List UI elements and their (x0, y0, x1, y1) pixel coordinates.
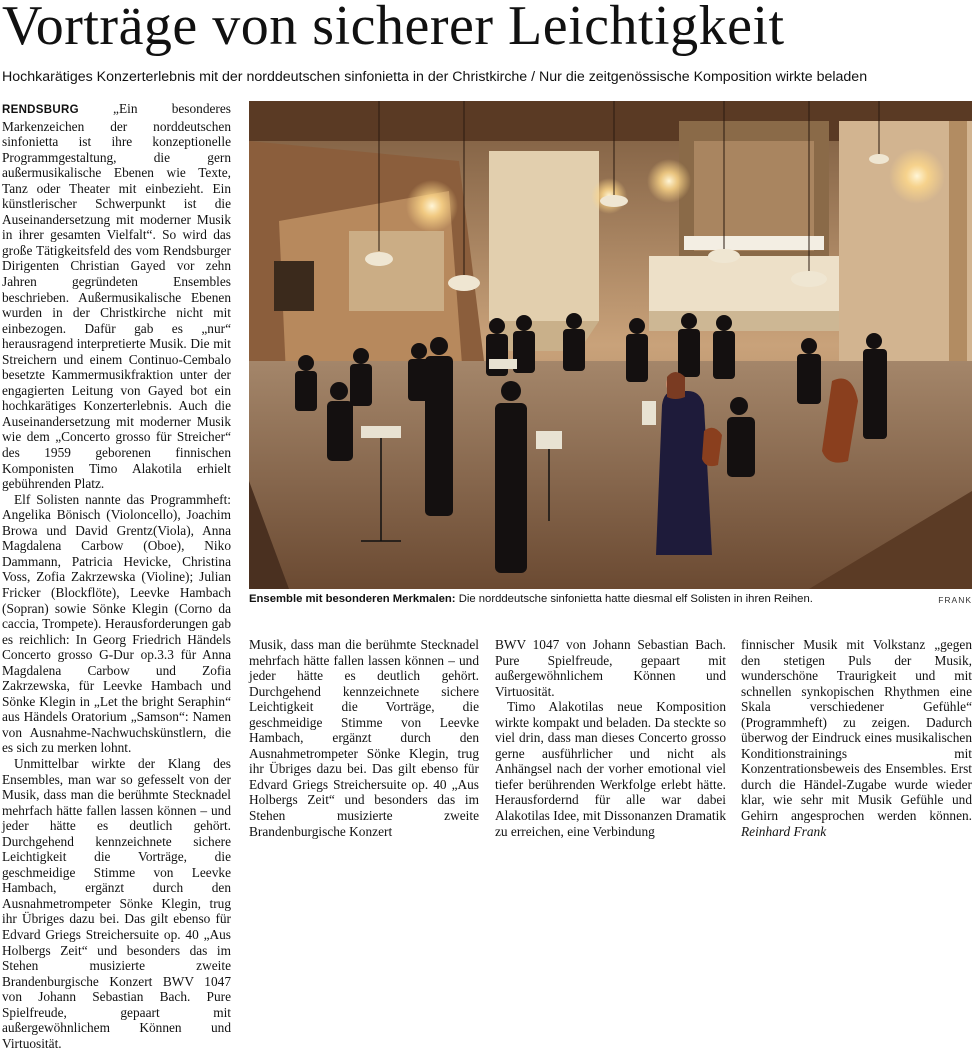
article-paragraph-4-end: finnischer Musik mit Volkstanz „gegen den stetigen Puls der Musik, wunderschöne Traurigkeit und mit schnellen synkopischen Rhythmen eine Skala verschiedener Gefühle“ (Programmheft) zu zeigen. Dadurch überwog der Eindruck eines musikalischen Konditionstrainings mit Konzentrationsbeweis des Ensembles. Erst durch die Händel-Zugabe wurde wieder klar, wie sehr mit Musik Gefühle und Gehirn angesprochen werden können. Reinhard Frank (741, 637, 972, 839)
article-paragraph-3-end: BWV 1047 von Johann Sebastian Bach. Pure Spielfreude, gepaart mit außergewöhnlichem Können und Virtuosität. (495, 637, 726, 699)
caption-title: Ensemble mit besonderen Merkmalen: (249, 593, 456, 605)
article-column-3 (495, 637, 726, 837)
article-paragraph-3-continued: Musik, dass man die berühmte Stecknadel mehrfach hätte fallen lassen können – und jeder hätte es deutlich gehört. Durchgehend kennzeichnete sichere Leichtigkeit die Vorträge, die geschmeidige Stimme von Leevke Hambach, ergänzt durch den Ausnahmetrompeter Sönke Klegin, trug ihr Übriges dazu bei. Das gilt ebenso für Edvard Griegs Streichersuite op. 40 „Aus Holbergs Zeit“ und besonders das im Stehen musizierte zweite Brandenburgische Konzert (249, 637, 479, 839)
paragraph-1-text: „Ein besonderes Markenzeichen der norddeutschen sinfonietta ist ihre konzeptionelle Programmgestaltung, die gern außermusikalische Ebenen wie Texte, Tanz oder Theater mit einbezieht. Ein künstlerischer Schwerpunkt ist die Auseinandersetzung mit moderner Musik in ihrer gesamten Vielfalt“. So wird das große Tätigkeitsfeld des vom Rendsburger Dirigenten Christian Gayed vor zehn Jahren gegründeten Ensembles beschrieben. Außermusikalische Ebenen wurden in der Christkirche nicht mit einbezogen. Dafür gab es „nur“ herausragend interpretierte Musik. Die mit Streichern und einem Continuo-Cembalo besetzte Kammermusikfraktion unter der engagierten Leitung von Gayed bot ein hochkarätiges Konzerterlebnis. Auch die Auseinandersetzung mit moderner Musik wie dem „Concerto grosso für Streicher“ des 1959 geborenen finnischen Komponisten Timo Alakotila erhielt gebührenden Platz. (2, 101, 231, 492)
article-column-1 (2, 101, 231, 1051)
concert-photo-illustration (249, 101, 972, 589)
article-paragraph-4: Timo Alakotilas neue Komposition wirkte kompakt und beladen. Da steckte so viel drin, dass man dieses Concerto grosso gerne ausführlicher und nicht als Anhängsel nach der vorher emotional viel tiefer berührenden Werkfolge erlebt hätte. Herausfordernd für alle war dabei Alakotilas Idee, mit Dissonanzen Dramatik zu erreichen, eine Verbindung (495, 699, 726, 839)
article-paragraph-2: Elf Solisten nannte das Programmheft: Angelika Bönisch (Violoncello), Joachim Browa und David Grentz(Viola), Anna Magdalena Carbow (Oboe), Niko Dammann, Patricia Hevicke, Christina Voss, Zofia Zakrzewska (Violine); Julian Fricker (Blockflöte), Leevke Hambach (Sopran) sowie Sönke Klegin (Corno da caccia, Trompete). Herausforderungen gab es reichlich: In Georg Friedrich Händels Concerto grosso G-Dur op.3.3 für Anna Magdalena Carbow und Zofia Zakrzewska, für Leevke Hambach und Sönke Klegin in „Let the bright Seraphin“ aus Händels Oratorium „Samson“: Namen von Ausnahme-Nachwuchskünstlern, die es sich zu merken lohnt. (2, 491, 231, 756)
caption-text: Die norddeutsche sinfonietta hatte diesmal elf Solisten in ihren Reihen. (458, 593, 813, 605)
subheadline: Hochkarätiges Konzerterlebnis mit der norddeutschen sinfonietta in der Christkirche / Nur die zeitgenössische Komposition wirkte beladen (2, 69, 868, 85)
author-name: Reinhard Frank (741, 823, 827, 839)
dateline: RENDSBURG (2, 104, 79, 116)
photo-credit: FRANK (938, 595, 972, 605)
photo-caption (249, 592, 972, 608)
article-paragraph-3: Unmittelbar wirkte der Klang des Ensembles, man war so gefesselt von der Musik, dass man die berühmte Stecknadel mehrfach hätte fallen lassen können – und jeder hätte es deutlich gehört. Durchgehend kennzeichnete sichere Leichtigkeit die Vorträge, die geschmeidige Stimme von Leevke Hambach, ergänzt durch den Ausnahmetrompeter Sönke Klegin, trug ihr Übriges dazu bei. Das gilt ebenso für Edvard Griegs Streichersuite op. 40 „Aus Holbergs Zeit“ und besonders das im Stehen musizierte zweite Brandenburgische Konzert BWV 1047 von Johann Sebastian Bach. Pure Spielfreude, gepaart mit außergewöhnlichem Können und Virtuosität. (2, 755, 231, 1051)
article-column-2 (249, 637, 479, 837)
concert-photo (249, 101, 972, 589)
article-paragraph-1 (2, 101, 231, 492)
article-column-4 (741, 637, 972, 837)
headline: Vorträge von sicherer Leichtigkeit (2, 0, 785, 57)
